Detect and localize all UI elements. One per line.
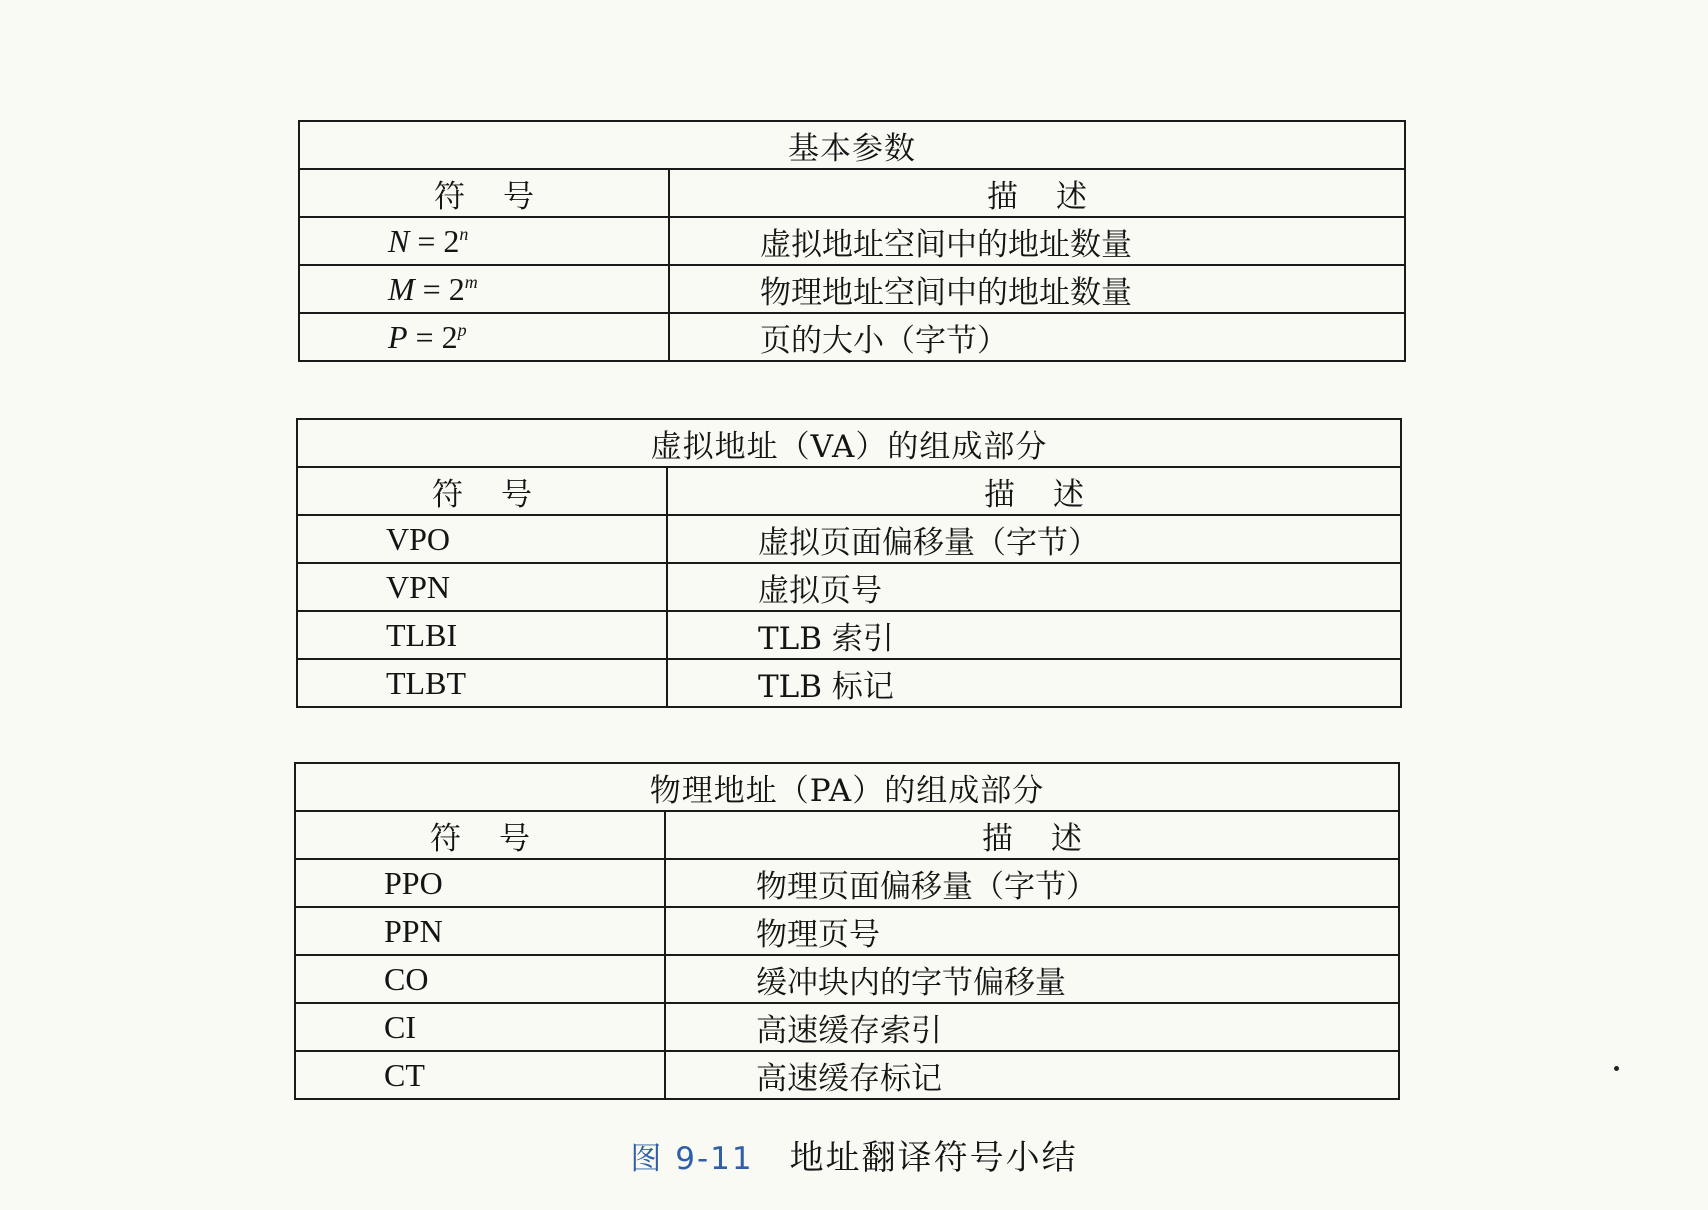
symbol-exponent: m	[464, 271, 478, 292]
figure-caption	[0, 1130, 1708, 1179]
table-row	[299, 265, 1405, 313]
symbol-column-header: 符号	[297, 467, 667, 515]
symbol-cell: VPN	[297, 563, 667, 611]
table-row	[297, 515, 1401, 563]
description-cell: 页的大小（字节）	[669, 313, 1405, 361]
symbol-cell: CT	[295, 1051, 665, 1099]
table-row	[295, 1003, 1399, 1051]
table-row	[297, 611, 1401, 659]
table-row	[297, 659, 1401, 707]
table-header-row	[295, 811, 1399, 859]
symbol-variable: N	[388, 222, 410, 259]
table-caption: 物理地址（PA）的组成部分	[295, 763, 1399, 811]
equation-sign: = 2	[417, 222, 460, 259]
description-cell: 缓冲块内的字节偏移量	[665, 955, 1399, 1003]
symbol-variable: P	[388, 318, 408, 355]
description-column-header: 描述	[667, 467, 1401, 515]
table-row	[295, 907, 1399, 955]
symbol-cell	[299, 217, 669, 265]
symbol-cell: PPO	[295, 859, 665, 907]
figure-title: 地址翻译符号小结	[789, 1138, 1078, 1178]
equation-sign: = 2	[415, 318, 458, 355]
description-column-header: 描述	[665, 811, 1399, 859]
description-cell: 物理页面偏移量（字节）	[665, 859, 1399, 907]
symbol-exponent: p	[457, 319, 467, 340]
description-cell: TLB 标记	[667, 659, 1401, 707]
symbol-cell	[299, 313, 669, 361]
symbol-cell: TLBT	[297, 659, 667, 707]
figure-number: 图 9-11	[630, 1141, 754, 1177]
description-cell: 高速缓存标记	[665, 1051, 1399, 1099]
symbol-cell: CI	[295, 1003, 665, 1051]
symbol-exponent: n	[459, 223, 469, 244]
virtual-address-components-table	[296, 418, 1402, 708]
table-row	[299, 313, 1405, 361]
table-caption-row	[297, 419, 1401, 467]
table-row	[295, 1051, 1399, 1099]
symbol-variable: M	[388, 270, 415, 307]
table-row	[295, 859, 1399, 907]
table-row	[297, 563, 1401, 611]
description-cell: 虚拟页面偏移量（字节）	[667, 515, 1401, 563]
physical-address-components-table	[294, 762, 1400, 1100]
symbol-cell: VPO	[297, 515, 667, 563]
table-caption-row	[295, 763, 1399, 811]
table-header-row	[297, 467, 1401, 515]
table-row	[295, 955, 1399, 1003]
description-cell: 物理页号	[665, 907, 1399, 955]
table-caption: 基本参数	[299, 121, 1405, 169]
symbol-cell: TLBI	[297, 611, 667, 659]
scan-speck	[1614, 1066, 1619, 1071]
table-header-row	[299, 169, 1405, 217]
description-cell: 虚拟页号	[667, 563, 1401, 611]
symbol-cell: PPN	[295, 907, 665, 955]
description-cell: TLB 索引	[667, 611, 1401, 659]
description-cell: 虚拟地址空间中的地址数量	[669, 217, 1405, 265]
description-column-header: 描述	[669, 169, 1405, 217]
symbol-column-header: 符号	[299, 169, 669, 217]
table-caption-row	[299, 121, 1405, 169]
symbol-cell	[299, 265, 669, 313]
description-cell: 物理地址空间中的地址数量	[669, 265, 1405, 313]
description-cell: 高速缓存索引	[665, 1003, 1399, 1051]
symbol-cell: CO	[295, 955, 665, 1003]
equation-sign: = 2	[422, 270, 465, 307]
table-caption: 虚拟地址（VA）的组成部分	[297, 419, 1401, 467]
basic-parameters-table	[298, 120, 1406, 362]
table-row	[299, 217, 1405, 265]
symbol-column-header: 符号	[295, 811, 665, 859]
